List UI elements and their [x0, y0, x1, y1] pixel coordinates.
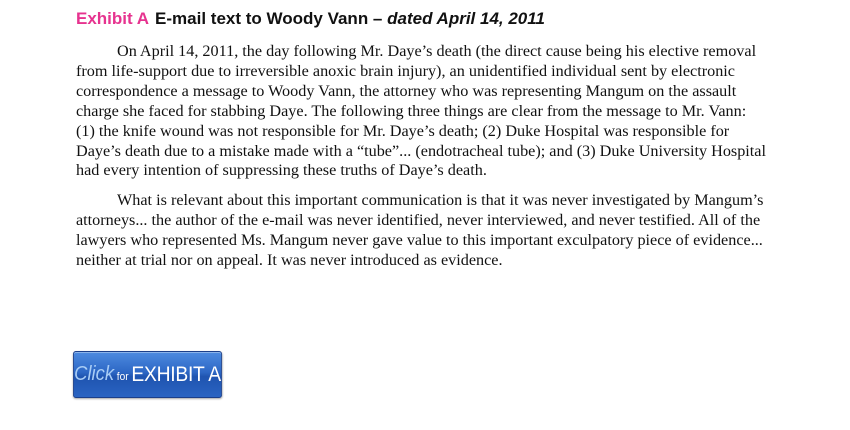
exhibit-label: Exhibit A [76, 9, 150, 28]
heading-title: E-mail text to Woody Vann – [155, 9, 388, 28]
exhibit-heading [76, 8, 545, 30]
button-for-text: for [116, 370, 129, 383]
click-for-exhibit-a-button[interactable] [73, 351, 222, 398]
button-exhibit-text: EXHIBIT A [131, 362, 221, 386]
button-click-text: Click [74, 363, 115, 385]
body-text [76, 42, 766, 281]
paragraph-2: What is relevant about this important communication is that it was never investigated by Mangum’s attorneys... the author of the e-mail was never identified, never interviewed, and never testified. All of the lawyers who represented Ms. Mangum never gave value to this important exculpatory piece of evidence... neither at trial nor on appeal. It was never introduced as evidence. [76, 191, 764, 270]
paragraph-1: On April 14, 2011, the day following Mr. Daye’s death (the direct cause being his elective removal from life-support due to irreversible anoxic brain injury), an unidentified individual sent by electronic correspondence a message to Woody Vann, the attorney who was representing Mangum on the assault charge she faced for stabbing Daye. The following three things are clear from the message to Mr. Vann: (1) the knife wound was not responsible for Mr. Daye’s death; (2) Duke Hospital was responsible for Daye’s death due to a mistake made with a “tube”... (endotracheal tube); and (3) Duke University Hospital had every intention of suppressing these truths of Daye’s death. [76, 42, 766, 180]
heading-date: dated April 14, 2011 [387, 9, 545, 28]
